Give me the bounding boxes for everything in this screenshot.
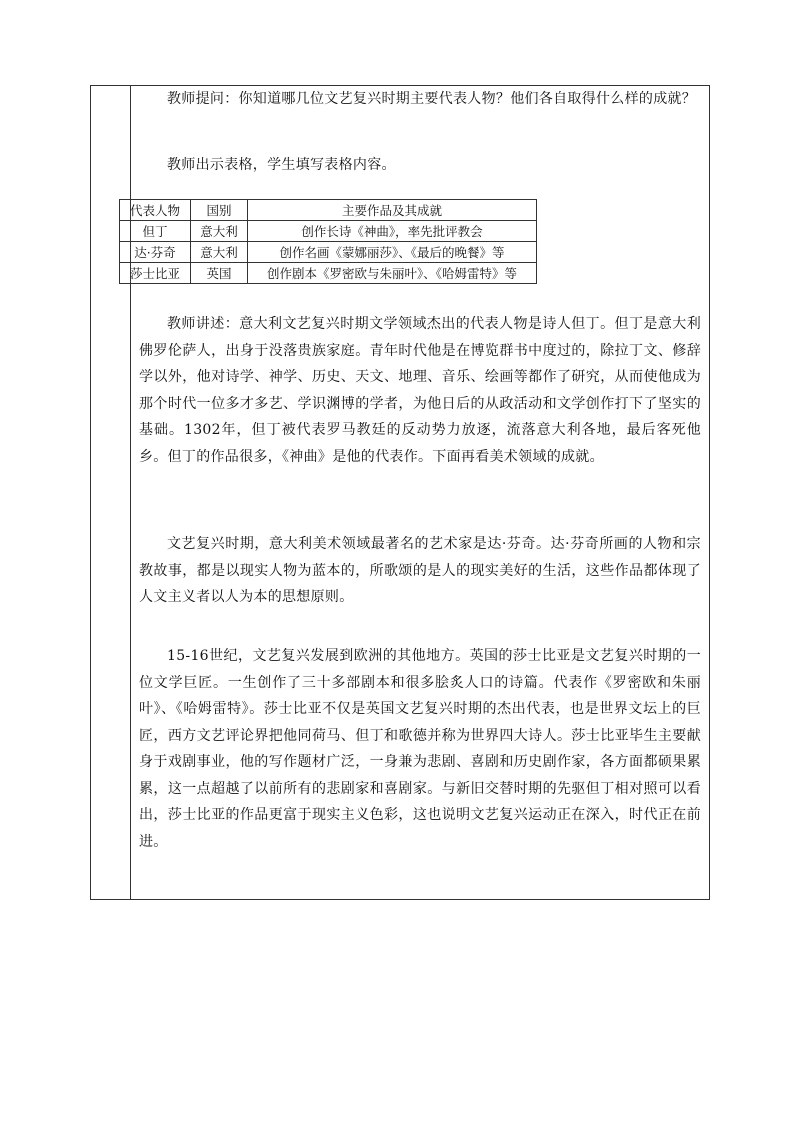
representatives-table — [119, 199, 537, 284]
header-representative: 代表人物 — [120, 200, 191, 221]
cell-country: 英国 — [191, 263, 248, 284]
table-row — [120, 263, 537, 284]
table-instruction-paragraph: 教师出示表格，学生填写表格内容。 — [167, 157, 396, 173]
shakespeare-paragraph: 15-16世纪，文艺复兴发展到欧洲的其他地方。英国的莎士比亚是文艺复兴时期的一位文学巨匠。一生创作了三十多部剧本和很多脍炙人口的诗篇。代表作《罗密欧和朱丽叶》、《哈姆雷特》。莎士比亚不仅是英国文艺复兴时期的杰出代表，也是世界文坛上的巨匠，西方文艺评论界把他同荷马、但丁和歌德并称为世界四大诗人。莎士比亚毕生主要献身于戏剧事业，他的写作题材广泛，一身兼为悲剧、喜剧和历史剧作家，各方面都硕果累累，这一点超越了以前所有的悲剧家和喜剧家。与新旧交替时期的先驱但丁相对照可以看出，莎士比亚的作品更富于现实主义色彩，这也说明文艺复兴运动正在深入，时代正在前进。 — [139, 648, 701, 850]
teacher-question-paragraph: 教师提问：你知道哪几位文艺复兴时期主要代表人物？他们各自取得什么样的成就？ — [167, 91, 697, 107]
table-row — [120, 221, 537, 242]
da-vinci-paragraph: 文艺复兴时期，意大利美术领域最著名的艺术家是达·芬奇。达·芬奇所画的人物和宗教故事，都是以现实人物为蓝本的，所歌颂的是人的现实美好的生活，这些作品都体现了人文主义者以人为本的思想原则。 — [139, 536, 701, 605]
table-row — [120, 242, 537, 263]
header-works: 主要作品及其成就 — [248, 200, 537, 221]
cell-works: 创作剧本《罗密欧与朱丽叶》、《哈姆雷特》等 — [248, 263, 537, 284]
cell-representative: 但丁 — [120, 221, 191, 242]
cell-country: 意大利 — [191, 242, 248, 263]
dante-lecture-paragraph: 教师讲述：意大利文艺复兴时期文学领域杰出的代表人物是诗人但丁。但丁是意大利佛罗伦萨人，出身于没落贵族家庭。青年时代他是在博览群书中度过的，除拉丁文、修辞学以外，他对诗学、神学、历史、天文、地理、音乐、绘画等都作了研究，从而使他成为那个时代一位多才多艺、学识渊博的学者，为他日后的从政活动和文学创作打下了坚实的基础。1302年，但丁被代表罗马教廷的反动势力放逐，流落意大利各地，最后客死他乡。但丁的作品很多，《神曲》是他的代表作。下面再看美术领域的成就。 — [139, 316, 701, 465]
cell-representative: 达·芬奇 — [120, 242, 191, 263]
table-header-row — [120, 200, 537, 221]
cell-country: 意大利 — [191, 221, 248, 242]
header-country: 国别 — [191, 200, 248, 221]
cell-works: 创作名画《蒙娜丽莎》、《最后的晚餐》等 — [248, 242, 537, 263]
cell-representative: 莎士比亚 — [120, 263, 191, 284]
cell-works: 创作长诗《神曲》，率先批评教会 — [248, 221, 537, 242]
